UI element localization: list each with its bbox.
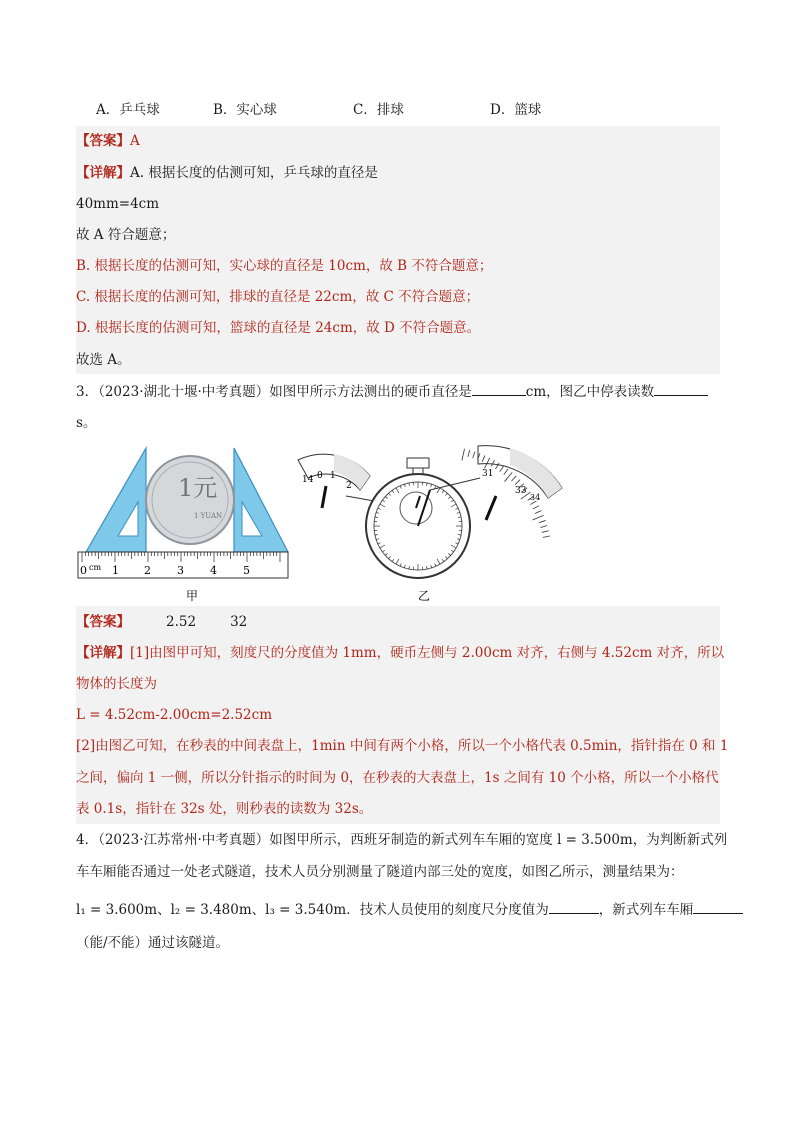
small-dial-label-1: 1 xyxy=(330,471,336,481)
big-dial-needle xyxy=(486,496,496,520)
magnifier-tick xyxy=(500,466,504,472)
q2-detail-c: C. 根据长度的估测可知，排球的直径是 22cm，故 C 不符合题意； xyxy=(76,289,480,305)
q3-detail-1: 【详解】[1]由图甲可知，刻度尺的分度值为 1mm，硬币左侧与 2.00cm 对齐，右侧与 4.52cm 对齐，所以 xyxy=(76,645,725,661)
small-dial-label-2: 2 xyxy=(346,481,352,491)
ruler-label-5: 5 xyxy=(243,564,250,577)
answer-label: 【答案】 xyxy=(76,133,130,149)
q3-stem: 3．（2023·湖北十堰·中考真题）如图甲所示方法测出的硬币直径是 cm，图乙中停表读数 xyxy=(76,381,708,402)
figure-yi xyxy=(290,438,570,610)
ruler-label-1: 1 xyxy=(112,564,119,577)
ruler-label-0: 0 xyxy=(80,564,87,577)
q3-detail-formula: L = 4.52cm-2.00cm=2.52cm xyxy=(76,707,272,723)
answer-value-2: 32 xyxy=(230,614,248,630)
answer-blank-3 xyxy=(549,899,599,914)
stopwatch-crown xyxy=(407,458,429,468)
option-c: C．排球 xyxy=(353,102,404,118)
small-dial-needle xyxy=(322,486,326,508)
magnifier-tick xyxy=(535,510,541,513)
magnifier-tick xyxy=(462,449,465,461)
big-dial-label-33: 33 xyxy=(515,486,527,496)
detail-label: 【详解】 xyxy=(76,645,130,661)
q2-answer xyxy=(76,131,140,151)
q2-detail-formula: 40mm=4cm xyxy=(76,196,160,212)
q2-detail-conclusion: 故 A 符合题意； xyxy=(76,227,176,243)
q4-stem-2: 车车厢能否通过一处老式隧道，技术人员分别测量了隧道内部三处的宽度，如图乙所示，测量结果为： xyxy=(76,864,684,880)
answer-value-1: 2.52 xyxy=(166,614,197,630)
q4-stem-4: （能/不能）通过该隧道。 xyxy=(76,935,230,951)
ruler-label-2: 2 xyxy=(144,564,151,577)
magnifier-tick xyxy=(468,450,470,457)
ruler-label-4: 4 xyxy=(210,564,217,577)
q4-stem-1: 4．（2023·江苏常州·中考真题）如图甲所示，西班牙制造的新式列车车厢的宽度 l = 3.500m，为判断新式列 xyxy=(76,832,728,848)
magnifier-tick xyxy=(543,536,550,537)
magnifier-tick xyxy=(473,452,475,459)
magnifier-tick xyxy=(532,515,543,520)
ruler-unit: cm xyxy=(89,563,102,572)
ruler-label-3: 3 xyxy=(177,564,184,577)
answer-blank-2 xyxy=(654,381,708,396)
q3-detail-2: [2]由图乙可知，在秒表的中间表盘上，1min 中间有两个小格，所以一个小格代表 0.5min，指针指在 0 和 1 xyxy=(76,738,729,754)
figure-caption-jia: 甲 xyxy=(186,589,199,603)
q3-detail-2b: 之间，偏向 1 一侧，所以分针指示的时间为 0，在秒表的大表盘上，1s 之间有 10 个小格，所以一个小格代 xyxy=(76,770,719,786)
q2-detail-d: D. 根据长度的估测可知，篮球的直径是 24cm，故 D 不符合题意。 xyxy=(76,320,481,336)
option-d: D．篮球 xyxy=(490,102,542,118)
magnifier-tick xyxy=(504,472,512,481)
big-dial-label-31: 31 xyxy=(482,469,494,479)
magnifier-tick xyxy=(542,531,549,533)
q2-detail-a: 【详解】A. 根据长度的估测可知，乒乓球的直径是 xyxy=(76,165,378,181)
coin-text: 1 YUAN xyxy=(194,512,223,520)
big-dial-label-34: 34 xyxy=(530,493,541,502)
q3-detail-1b: 物体的长度为 xyxy=(76,676,157,692)
answer-blank-1 xyxy=(472,381,526,396)
magnifier-tick xyxy=(540,526,547,528)
q3-detail-2c: 表 0.1s，指针在 32s 处，则秒表的读数为 32s。 xyxy=(76,801,373,817)
q4-stem-3: l₁ = 3.600m、l₂ = 3.480m、l₃ = 3.540m．技术人员使用的刻度尺分度值为 ，新式列车车厢 xyxy=(76,899,743,920)
figure-caption-yi: 乙 xyxy=(418,589,431,603)
q3-answer xyxy=(76,612,247,632)
q2-detail-b: B. 根据长度的估测可知，实心球的直径是 10cm，故 B 不符合题意； xyxy=(76,258,493,274)
answer-blank-4 xyxy=(693,899,743,914)
answer-label: 【答案】 xyxy=(76,614,130,630)
magnifier-tick xyxy=(533,506,539,509)
magnifier-tick xyxy=(539,520,546,522)
figure-jia xyxy=(74,440,294,610)
small-dial-label-0: 0 xyxy=(317,471,323,481)
answer-value: A xyxy=(130,133,140,149)
small-dial-label-14: 14 xyxy=(302,475,314,485)
magnifier-tick xyxy=(504,469,508,475)
option-b: B．实心球 xyxy=(213,102,277,118)
magnifier-tick xyxy=(511,476,516,481)
coin-value: 1元 xyxy=(178,474,218,502)
option-a: A．乒乓球 xyxy=(96,102,160,118)
q2-final: 故选 A。 xyxy=(76,352,131,368)
magnifier-tick xyxy=(515,480,520,485)
detail-label: 【详解】 xyxy=(76,165,130,181)
q3-stem-end: s。 xyxy=(76,415,97,431)
